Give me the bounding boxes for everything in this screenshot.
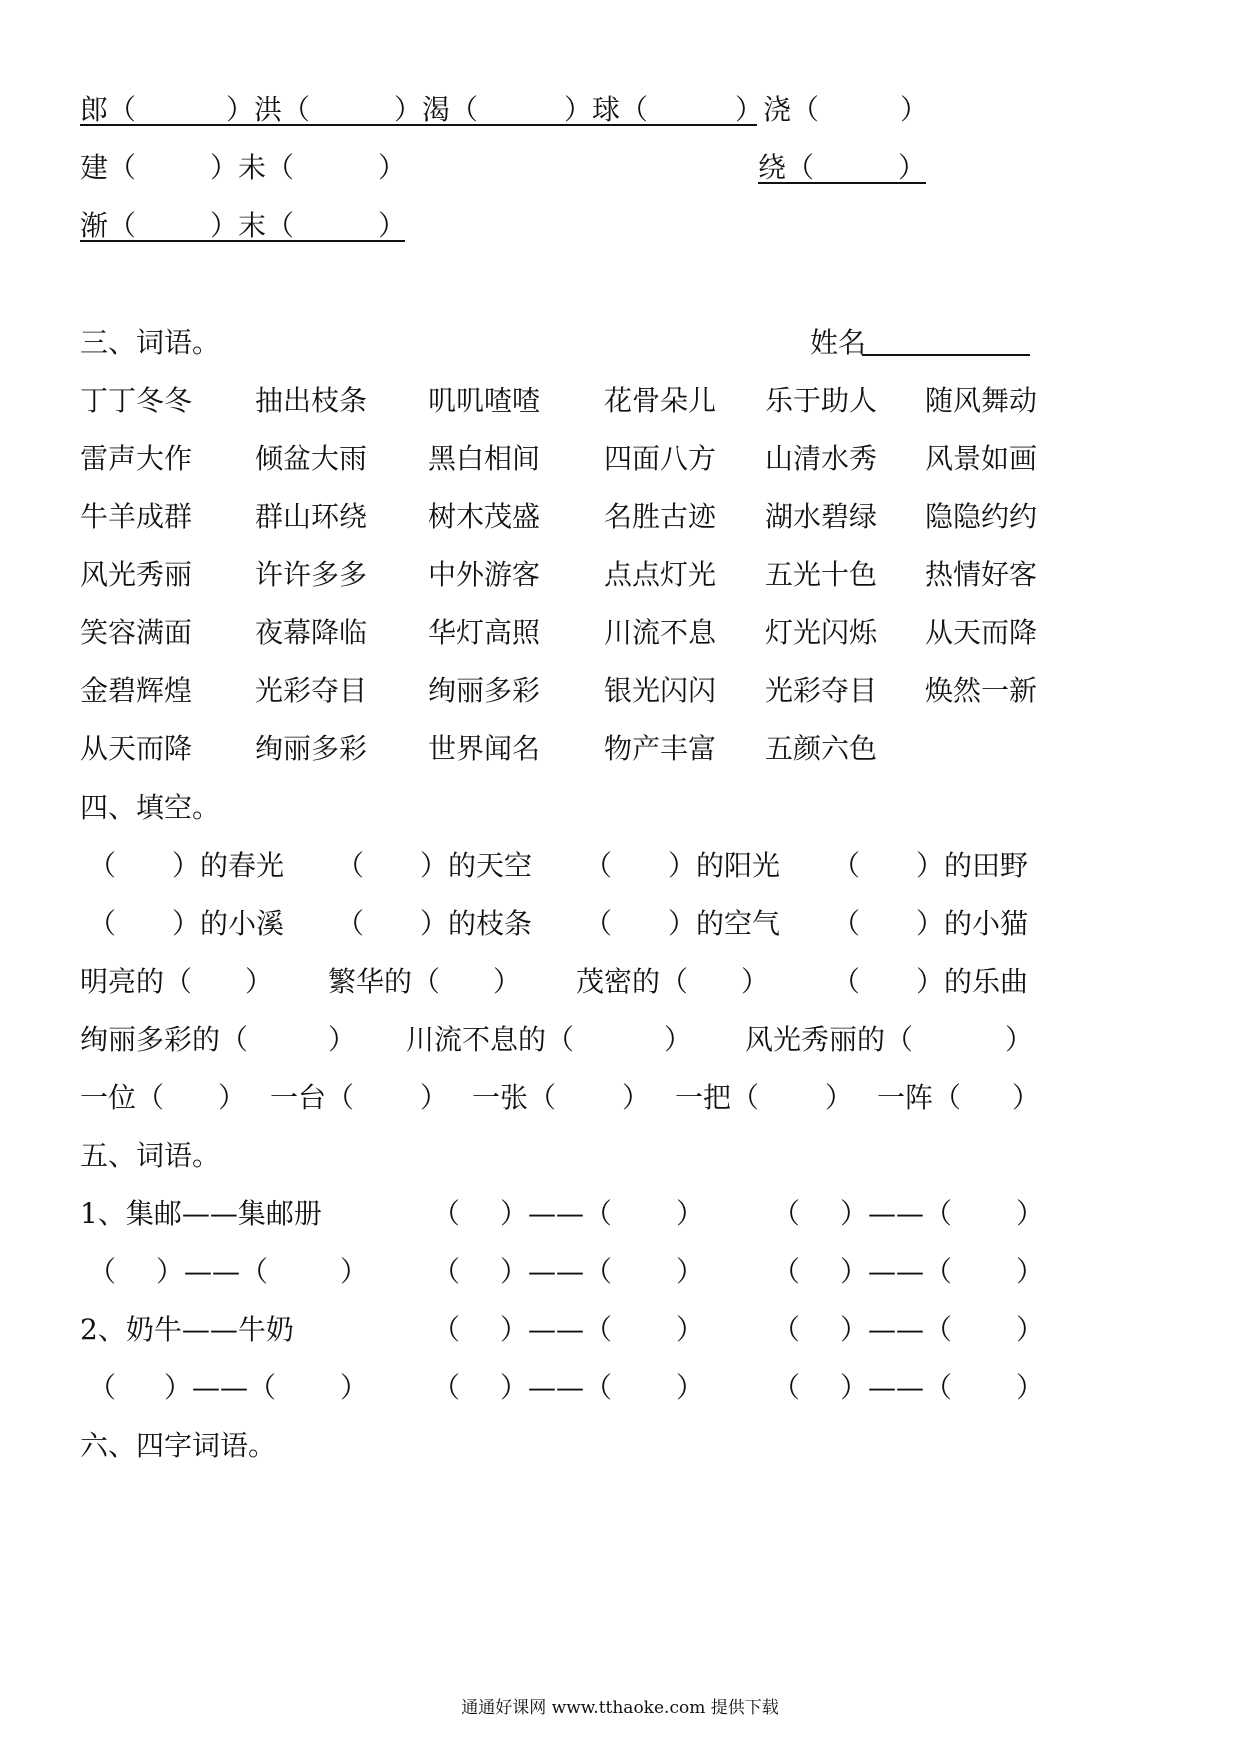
- word-item: 群山环绕: [255, 500, 368, 533]
- word-item: 乐于助人: [765, 384, 878, 417]
- underline: [80, 124, 757, 126]
- open-paren: （: [584, 849, 613, 882]
- close-paren: ）: [245, 965, 274, 998]
- fill-phrase: 明亮的（: [80, 965, 193, 998]
- fill-phrase: 一张（: [472, 1081, 557, 1114]
- dash-pair: ）——（: [500, 1197, 613, 1230]
- fill-item: ）: [378, 151, 407, 184]
- fill-row-5: [0, 1080, 1240, 1120]
- section-five-header: [0, 1138, 1240, 1178]
- word-item: 从天而降: [80, 732, 193, 765]
- word-item: 五颜六色: [765, 732, 878, 765]
- close-paren: ）: [676, 1371, 705, 1404]
- word-item: 华灯高照: [428, 616, 541, 649]
- fill-row-1: [0, 848, 1240, 888]
- word-item: 绚丽多彩: [428, 674, 541, 707]
- close-paren: ）: [1005, 1023, 1034, 1056]
- word-item: 川流不息: [604, 616, 717, 649]
- fill-item: ）: [900, 93, 929, 126]
- fill-phrase: ）的阳光: [668, 849, 781, 882]
- dash-pair: ）——（: [500, 1313, 613, 1346]
- word-row: [0, 557, 1240, 597]
- word-item: 树木茂盛: [428, 500, 541, 533]
- fill-phrase: 一把（: [675, 1081, 760, 1114]
- fill-item: ）浇（: [735, 93, 820, 126]
- section-title: 六、四字词语。: [80, 1429, 277, 1462]
- dash-pair: ）——（: [156, 1255, 269, 1288]
- fill-phrase: 一台（: [270, 1081, 355, 1114]
- section-two-row-3: [0, 208, 1240, 248]
- word-item: 风景如画: [925, 442, 1038, 475]
- word-item: 隐隐约约: [925, 500, 1038, 533]
- open-paren: （: [88, 1255, 117, 1288]
- close-paren: ）: [420, 1081, 449, 1114]
- word-row: [0, 441, 1240, 481]
- word-item: 从天而降: [925, 616, 1038, 649]
- open-paren: （: [336, 907, 365, 940]
- fill-item: ）: [378, 209, 407, 242]
- fill-item: ）渴（: [394, 93, 479, 126]
- word-item: 灯光闪烁: [765, 616, 878, 649]
- name-blank[interactable]: [862, 354, 1030, 356]
- word-item: 抽出枝条: [255, 384, 368, 417]
- close-paren: ）: [1016, 1255, 1045, 1288]
- word-item: 雷声大作: [80, 442, 193, 475]
- word-item: 风光秀丽: [80, 558, 193, 591]
- close-paren: ）: [1016, 1371, 1045, 1404]
- word-row: [0, 673, 1240, 713]
- word-item: 点点灯光: [604, 558, 717, 591]
- fill-row-3: [0, 964, 1240, 1004]
- open-paren: （: [432, 1371, 461, 1404]
- fill-phrase: ）的天空: [420, 849, 533, 882]
- word-item: 笑容满面: [80, 616, 193, 649]
- close-paren: ）: [1016, 1313, 1045, 1346]
- open-paren: （: [772, 1371, 801, 1404]
- close-paren: ）: [218, 1081, 247, 1114]
- fill-item: ）未（: [210, 151, 295, 184]
- word-item: 金碧辉煌: [80, 674, 193, 707]
- word-row: [0, 731, 1240, 771]
- close-paren: ）: [664, 1023, 693, 1056]
- word-item: 绚丽多彩: [255, 732, 368, 765]
- section-title: 三、词语。: [80, 326, 221, 359]
- word-item: 热情好客: [925, 558, 1038, 591]
- fill-phrase: ）的春光: [172, 849, 285, 882]
- open-paren: （: [832, 849, 861, 882]
- open-paren: （: [432, 1197, 461, 1230]
- fill-phrase: 川流不息的（: [406, 1023, 575, 1056]
- pair-row-4: [0, 1370, 1240, 1410]
- fill-phrase: ）的乐曲: [916, 965, 1029, 998]
- word-item: 许许多多: [255, 558, 368, 591]
- open-paren: （: [432, 1313, 461, 1346]
- close-paren: ）: [328, 1023, 357, 1056]
- open-paren: （: [432, 1255, 461, 1288]
- pair-row-2: [0, 1254, 1240, 1294]
- fill-item: ）洪（: [226, 93, 311, 126]
- fill-row-2: [0, 906, 1240, 946]
- open-paren: （: [772, 1313, 801, 1346]
- underline: [758, 182, 926, 184]
- word-row: [0, 499, 1240, 539]
- section-two-row-1: [0, 92, 1240, 132]
- close-paren: ）: [741, 965, 770, 998]
- name-label: 姓名: [810, 326, 867, 359]
- word-item: 物产丰富: [604, 732, 717, 765]
- fill-phrase: ）的小溪: [172, 907, 285, 940]
- close-paren: ）: [676, 1255, 705, 1288]
- word-item: 光彩夺目: [765, 674, 878, 707]
- fill-item: ）末（: [210, 209, 295, 242]
- close-paren: ）: [493, 965, 522, 998]
- word-item: 名胜古迹: [604, 500, 717, 533]
- fill-phrase: 一位（: [80, 1081, 165, 1114]
- word-item: 银光闪闪: [604, 674, 717, 707]
- open-paren: （: [336, 849, 365, 882]
- dash-pair: ）——（: [840, 1255, 953, 1288]
- open-paren: （: [832, 907, 861, 940]
- fill-item: 绕（: [758, 151, 815, 184]
- word-item: 牛羊成群: [80, 500, 193, 533]
- word-item: 随风舞动: [925, 384, 1038, 417]
- fill-phrase: 风光秀丽的（: [745, 1023, 914, 1056]
- word-row: [0, 615, 1240, 655]
- close-paren: ）: [340, 1255, 369, 1288]
- fill-item: 渐（: [80, 209, 137, 242]
- pair-row-1: [0, 1196, 1240, 1236]
- word-item: 中外游客: [428, 558, 541, 591]
- underline: [80, 240, 405, 242]
- fill-phrase: ）的空气: [668, 907, 781, 940]
- fill-phrase: ）的小猫: [916, 907, 1029, 940]
- section-four-header: [0, 790, 1240, 830]
- fill-phrase: ）的枝条: [420, 907, 533, 940]
- close-paren: ）: [676, 1197, 705, 1230]
- word-item: 焕然一新: [925, 674, 1038, 707]
- close-paren: ）: [825, 1081, 854, 1114]
- fill-row-4: [0, 1022, 1240, 1062]
- close-paren: ）: [1012, 1081, 1041, 1114]
- word-item: 黑白相间: [428, 442, 541, 475]
- word-row: [0, 383, 1240, 423]
- dash-pair: ）——（: [500, 1255, 613, 1288]
- close-paren: ）: [622, 1081, 651, 1114]
- dash-pair: ）——（: [164, 1371, 277, 1404]
- fill-phrase: ）的田野: [916, 849, 1029, 882]
- dash-pair: ）——（: [840, 1313, 953, 1346]
- word-item: 丁丁冬冬: [80, 384, 193, 417]
- open-paren: （: [772, 1197, 801, 1230]
- dash-pair: ）——（: [840, 1197, 953, 1230]
- section-title: 四、填空。: [80, 791, 221, 824]
- word-item: 倾盆大雨: [255, 442, 368, 475]
- word-item: 叽叽喳喳: [428, 384, 541, 417]
- example-pair: 1、集邮——集邮册: [80, 1197, 322, 1230]
- section-title: 五、词语。: [80, 1139, 221, 1172]
- fill-phrase: 一阵（: [877, 1081, 962, 1114]
- page-footer: 通通好课网 www.tthaoke.com 提供下载: [461, 1698, 779, 1718]
- fill-phrase: 绚丽多彩的（: [80, 1023, 249, 1056]
- fill-item: ）: [898, 151, 927, 184]
- word-item: 花骨朵儿: [604, 384, 717, 417]
- word-item: 世界闻名: [428, 732, 541, 765]
- fill-item: ）球（: [564, 93, 649, 126]
- dash-pair: ）——（: [840, 1371, 953, 1404]
- fill-phrase: 茂密的（: [576, 965, 689, 998]
- section-three-header: [0, 325, 1240, 365]
- open-paren: （: [832, 965, 861, 998]
- open-paren: （: [88, 849, 117, 882]
- word-item: 夜幕降临: [255, 616, 368, 649]
- word-item: 山清水秀: [765, 442, 878, 475]
- pair-row-3: [0, 1312, 1240, 1352]
- open-paren: （: [88, 907, 117, 940]
- fill-item: 郎（: [80, 93, 137, 126]
- word-item: 光彩夺目: [255, 674, 368, 707]
- word-item: 五光十色: [765, 558, 878, 591]
- dash-pair: ）——（: [500, 1371, 613, 1404]
- open-paren: （: [88, 1371, 117, 1404]
- fill-phrase: 繁华的（: [328, 965, 441, 998]
- fill-item: 建（: [80, 151, 137, 184]
- section-six-header: [0, 1428, 1240, 1468]
- close-paren: ）: [676, 1313, 705, 1346]
- section-two-row-2: [0, 150, 1240, 190]
- word-item: 湖水碧绿: [765, 500, 878, 533]
- close-paren: ）: [340, 1371, 369, 1404]
- open-paren: （: [772, 1255, 801, 1288]
- example-pair: 2、奶牛——牛奶: [80, 1313, 294, 1346]
- word-item: 四面八方: [604, 442, 717, 475]
- close-paren: ）: [1016, 1197, 1045, 1230]
- open-paren: （: [584, 907, 613, 940]
